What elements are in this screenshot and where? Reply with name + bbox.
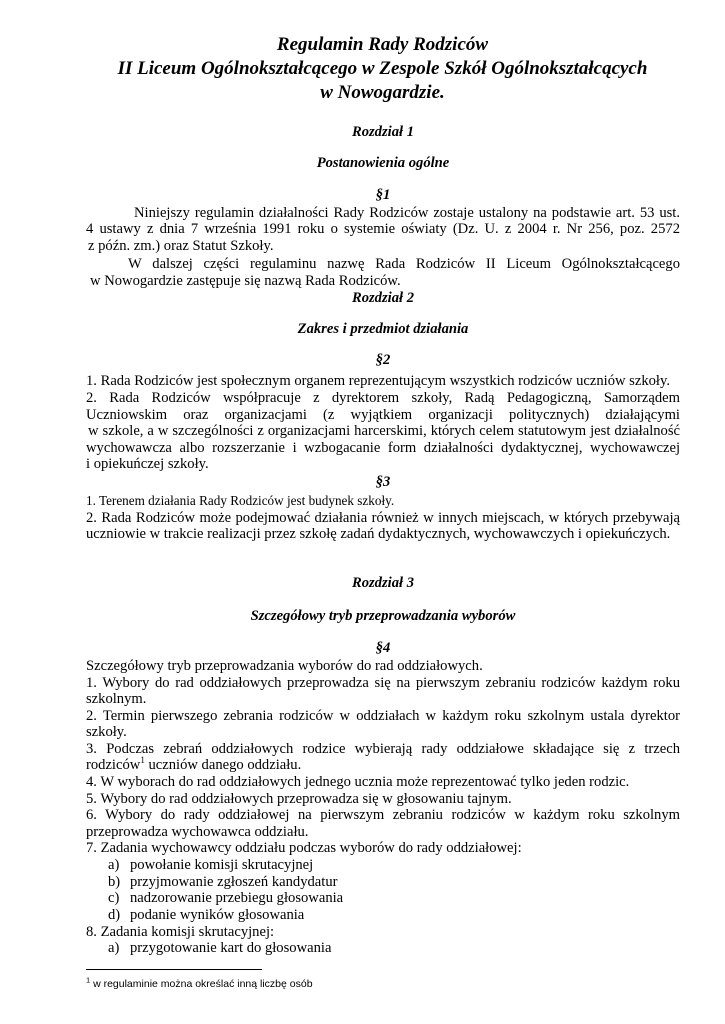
section-4-mark: §4 — [375, 640, 391, 656]
chapter-2-subheading: Zakres i przedmiot działania — [297, 321, 469, 337]
s2-item-2-line-3: w szkole, a w szczególności z organizacjami harcerskimi, których celem statutowym jest działalność — [88, 423, 680, 439]
section-3-mark: §3 — [375, 474, 391, 490]
footnote-reference: 1 — [140, 755, 145, 766]
chapter-1-heading: Rozdział 1 — [351, 124, 415, 140]
s4-item-2-line-1: 2. Termin pierwszego zebrania rodziców w oddziałach w każdym roku szkolnym ustala dyrektor — [86, 708, 680, 724]
sub-text: przygotowanie kart do głosowania — [130, 940, 332, 956]
sub-label: a) — [108, 940, 120, 956]
chapter-3-subheading: Szczegółowy tryb przeprowadzania wyborów — [250, 608, 516, 624]
s1-p1-line-2: 4 ustawy z dnia 7 września 1991 roku o systemie oświaty (Dz. U. z 2004 r. Nr 256, poz. 2572 — [86, 221, 680, 237]
s4-intro: Szczegółowy tryb przeprowadzania wyborów do rad oddziałowych. — [86, 658, 483, 674]
sub-text: powołanie komisji skrutacyjnej — [130, 857, 314, 873]
s4-item-2-line-2: szkoły. — [86, 724, 127, 740]
s4-item-5: 5. Wybory do rad oddziałowych przeprowadza się w głosowaniu tajnym. — [86, 791, 512, 807]
document-title-line-3: w Nowogardzie. — [320, 82, 445, 103]
s4-item-3-line-1: 3. Podczas zebrań oddziałowych rodzice wybierają rady oddziałowe składające się z trzech — [86, 741, 680, 757]
s2-item-2-line-2: Uczniowskim oraz organizacjami (z wyjątkiem organizacji politycznych) działającymi — [86, 407, 680, 423]
s2-item-1: 1. Rada Rodziców jest społecznym organem reprezentującym wszystkich rodziców uczniów szkoły. — [86, 373, 670, 389]
s1-p2-line-1: W dalszej części regulaminu nazwę Rada Rodziców II Liceum Ogólnokształcącego — [128, 256, 680, 272]
s4-item-6-line-1: 6. Wybory do rady oddziałowej na pierwszym zebraniu rodziców w każdym roku szkolnym — [86, 807, 680, 823]
s1-p1-line-3: z późn. zm.) oraz Statut Szkoły. — [88, 238, 274, 254]
sub-text: nadzorowanie przebiegu głosowania — [130, 890, 344, 906]
s4-item-3-text-a: rodziców — [86, 757, 141, 773]
s4-item-7-sub-b — [108, 874, 337, 890]
s4-item-4: 4. W wyborach do rad oddziałowych jednego ucznia może reprezentować tylko jeden rodzic. — [86, 774, 630, 790]
footnote-mark: 1 — [86, 975, 91, 985]
document-title-line-2: II Liceum Ogólnokształcącego w Zespole Szkół Ogólnokształcących — [117, 58, 648, 79]
sub-label: c) — [108, 890, 120, 906]
sub-label: d) — [108, 907, 121, 923]
chapter-2-heading: Rozdział 2 — [351, 290, 415, 306]
sub-label: a) — [108, 857, 120, 873]
section-1-mark: §1 — [375, 187, 391, 203]
s3-item-2-line-2: uczniowie w trakcie realizacji przez szkołę zadań dydaktycznych, wychowawczych i opiekuńczych. — [86, 526, 671, 542]
chapter-3-heading: Rozdział 3 — [351, 575, 415, 591]
s4-item-1-line-2: szkolnym. — [86, 691, 147, 707]
footnote-text: w regulaminie można określać inną liczbę osób — [90, 978, 313, 990]
s4-item-3-line-2 — [86, 757, 680, 773]
s4-item-6-line-2: przeprowadza wychowawca oddziału. — [86, 824, 309, 840]
s2-item-2-line-5: i opiekuńczej szkoły. — [86, 456, 209, 472]
s4-item-7-sub-c — [108, 890, 343, 906]
s4-item-1-line-1: 1. Wybory do rad oddziałowych przeprowadza się na pierwszym zebraniu rodziców każdym roku — [86, 675, 680, 691]
s4-item-8: 8. Zadania komisji skrutacyjnej: — [86, 924, 275, 940]
s4-item-3-text-b: uczniów danego oddziału. — [144, 757, 302, 773]
s2-item-2-line-1: 2. Rada Rodziców współpracuje z dyrektorem szkoły, Radą Pedagogiczną, Samorządem — [86, 390, 680, 406]
s4-item-8-sub-a — [108, 940, 331, 956]
chapter-1-subheading: Postanowienia ogólne — [316, 155, 450, 171]
s1-p1-line-1: Niniejszy regulamin działalności Rady Rodziców zostaje ustalony na podstawie art. 53 ust. — [134, 205, 680, 221]
s2-item-2-line-4: wychowawcza albo rozszerzanie i wzbogacanie form działalności dydaktycznej, wychowawczej — [86, 440, 680, 456]
document-title-line-1: Regulamin Rady Rodziców — [276, 34, 489, 55]
s4-item-7: 7. Zadania wychowawcy oddziału podczas wyborów do rady oddziałowej: — [86, 840, 522, 856]
sub-label: b) — [108, 874, 121, 890]
s3-item-2-line-1: 2. Rada Rodziców może podejmować działania również w innych miejscach, w których przebywają — [86, 510, 680, 526]
sub-text: przyjmowanie zgłoszeń kandydatur — [130, 874, 338, 890]
sub-text: podanie wyników głosowania — [130, 907, 305, 923]
s3-item-1: 1. Terenem działania Rady Rodziców jest budynek szkoły. — [86, 493, 395, 508]
footnote-separator — [86, 969, 262, 970]
s1-p2-line-2: w Nowogardzie zastępuje się nazwą Rada Rodziców. — [90, 273, 401, 289]
s4-item-7-sub-d — [108, 907, 304, 923]
section-2-mark: §2 — [375, 352, 391, 368]
footnote — [86, 976, 313, 992]
s4-item-7-sub-a — [108, 857, 313, 873]
